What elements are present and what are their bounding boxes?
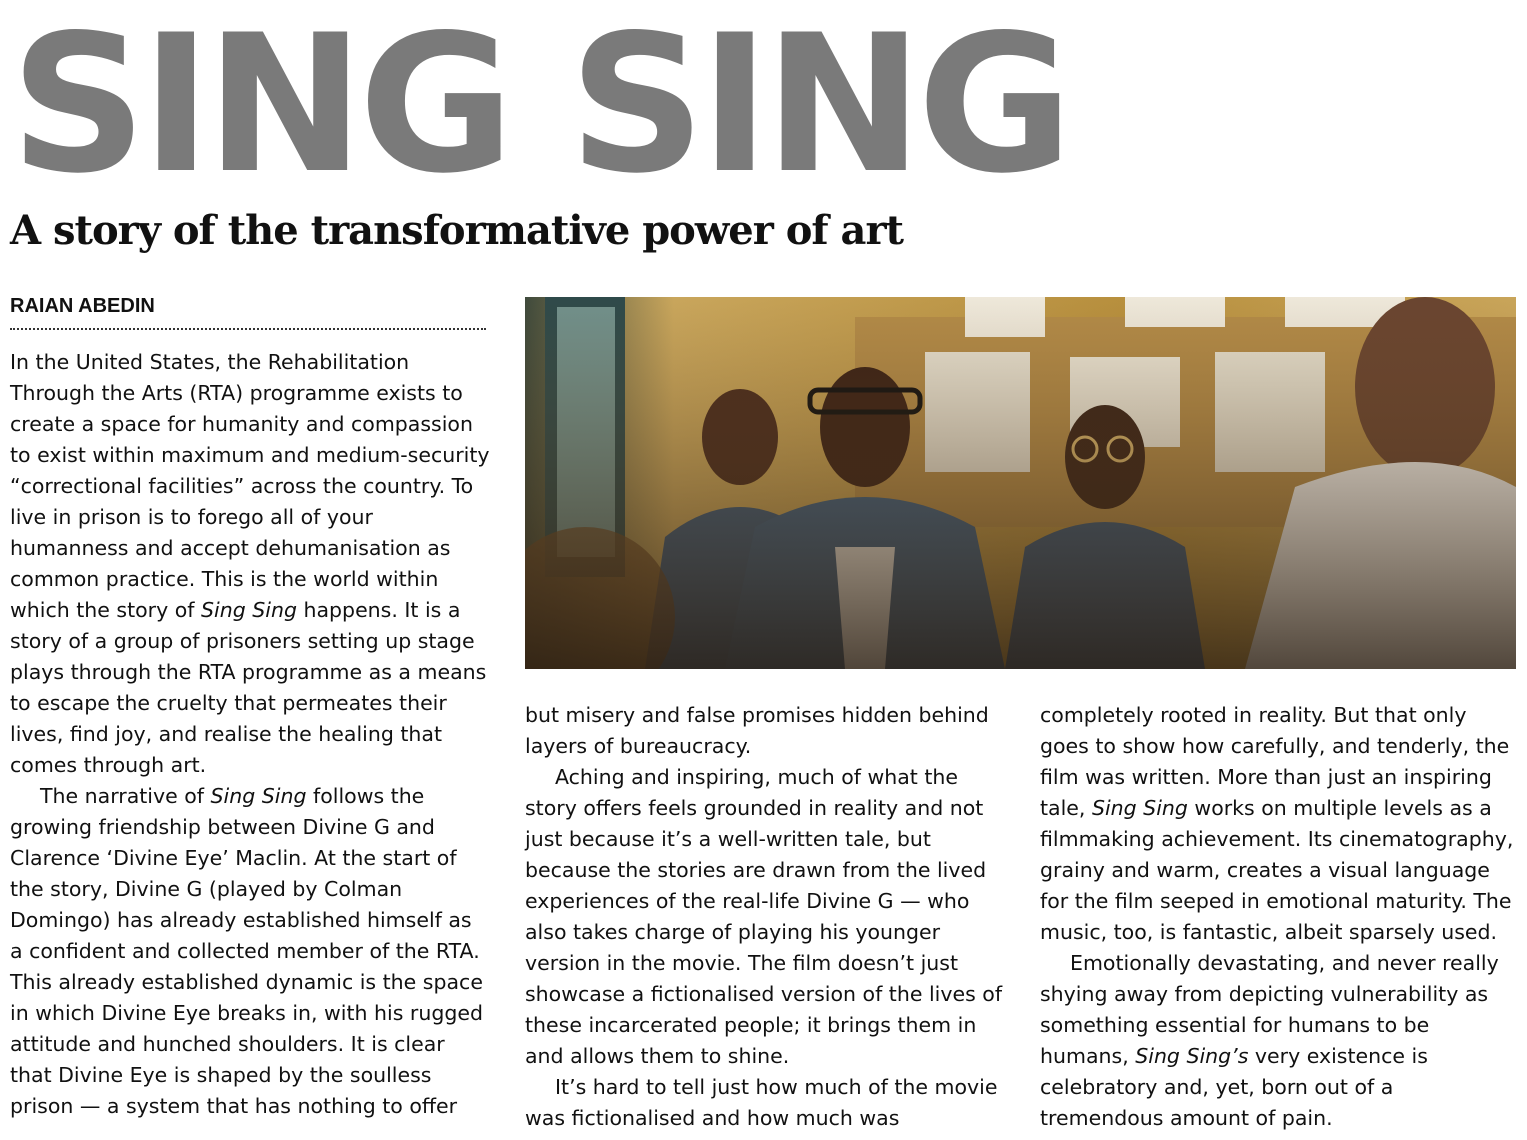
paragraph: Aching and inspiring, much of what the story offers feels grounded in reality and not just because it’s a well-written tale, but because the stories are drawn from the lived experiences of the real-life Divine G — who also takes charge of playing his younger version in the movie. The film doesn’t just showcase a fictionalised version of the lives of these incarcerated people; it brings them in and allows them to shine. bbox=[525, 765, 1003, 1068]
paragraph: completely rooted in reality. But that only goes to show how carefully, and tenderly, the film was written. More than just an inspiring tale, Sing Sing works on multiple levels as a filmmaking achievement. Its cinematography, grainy and warm, creates a visual language for the film seeped in emotional maturity. The music, too, is fantastic, albeit sparsely used. bbox=[1040, 703, 1514, 944]
article-column-2 bbox=[525, 700, 1005, 1134]
paragraph: but misery and false promises hidden behind layers of bureaucracy. bbox=[525, 703, 989, 758]
paragraph: Emotionally devastating, and never really shying away from depicting vulnerability as something essential for humans to be humans, Sing Sing’s very existence is celebratory and, yet, born out of a tremendous amount of pain. bbox=[1040, 951, 1499, 1130]
paragraph: In the United States, the Rehabilitation Through the Arts (RTA) programme exists to create a space for humanity and compassion to exist within maximum and medium-security “correctional facilities” across the country. To live in prison is to forego all of your humanness and accept dehumanisation as common practice. This is the world within which the story of Sing Sing happens. It is a story of a group of prisoners setting up stage plays through the RTA programme as a means to escape the cruelty that permeates their lives, find joy, and realise the healing that comes through art. bbox=[10, 350, 490, 777]
byline-divider bbox=[10, 328, 486, 330]
paragraph: The narrative of Sing Sing follows the growing friendship between Divine G and Clarence ‘Divine Eye’ Maclin. At the start of the story, Divine G (played by Colman Domingo) has already established himself as a confident and collected member of the RTA. This already established dynamic is the space in which Divine Eye breaks in, with his rugged attitude and hunched shoulders. It is clear that Divine Eye is shaped by the soulless prison — a system that has nothing to offer bbox=[10, 784, 484, 1118]
paragraph: It’s hard to tell just how much of the movie was fictionalised and how much was bbox=[525, 1075, 998, 1130]
film-still-photo bbox=[525, 297, 1516, 669]
masthead-title: SING SING bbox=[10, 0, 1068, 215]
article-subheadline: A story of the transformative power of art bbox=[10, 207, 903, 254]
article-column-1 bbox=[10, 347, 490, 1122]
article-column-3 bbox=[1040, 700, 1520, 1134]
author-byline: RAIAN ABEDIN bbox=[10, 295, 155, 317]
